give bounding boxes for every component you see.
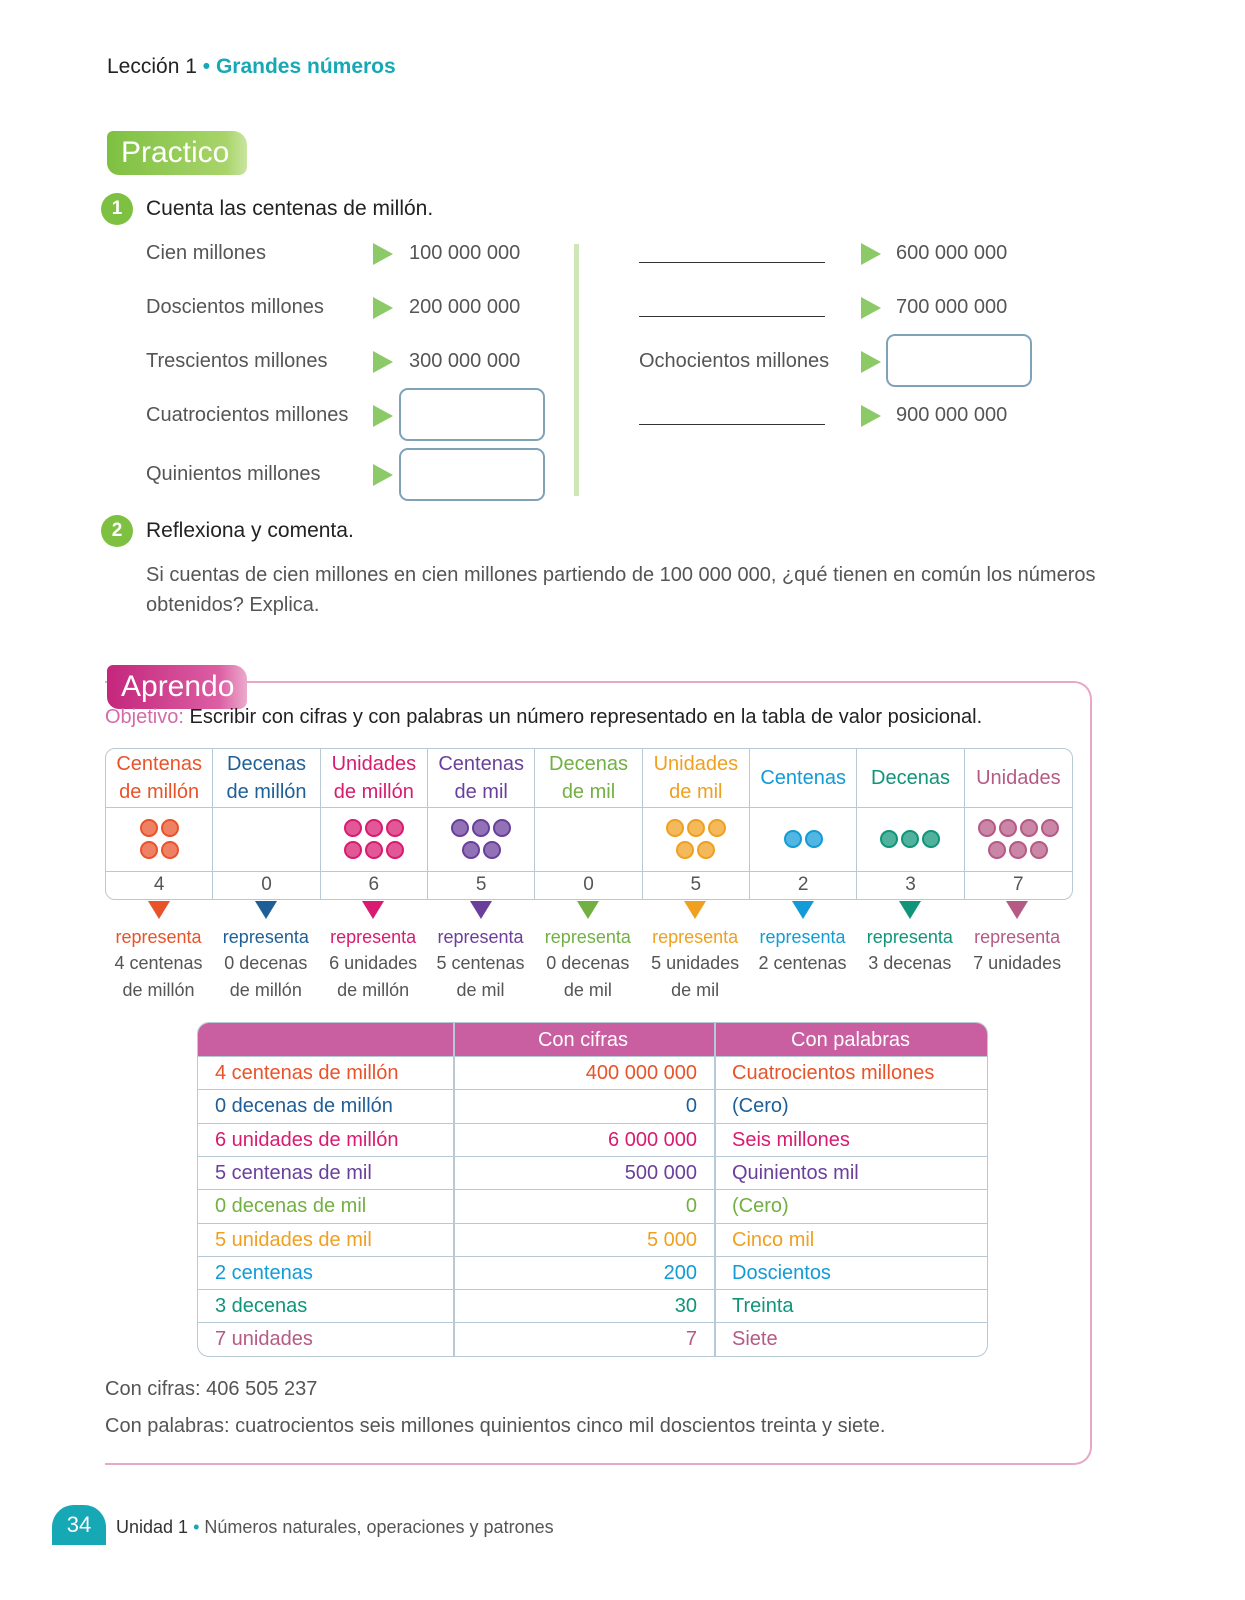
counter-dots [643, 807, 749, 872]
counter-dot-icon [140, 841, 158, 859]
place-description [427, 901, 534, 1004]
place-digit: 3 [905, 874, 916, 895]
right-word-3: Ochocientos millones [639, 350, 830, 372]
row-palabras: Treinta [732, 1295, 794, 1318]
table-row [198, 1089, 987, 1123]
row-cifras: 500 000 [624, 1161, 697, 1184]
row-cifras: 0 [685, 1195, 697, 1218]
row-cifras: 6 000 000 [608, 1128, 697, 1151]
answer-box-cuatrocientos[interactable] [399, 388, 545, 441]
footer-unit: Unidad 1 [116, 1517, 189, 1537]
down-arrow-icon [148, 901, 170, 919]
arrow-icon [861, 243, 881, 265]
representa-description: 3 decenas [868, 953, 952, 973]
counter-dot-icon [161, 819, 179, 837]
place-column [321, 749, 428, 899]
table-row [198, 1289, 987, 1323]
counter-dot-icon [901, 830, 919, 848]
left-word-3: Trescientos millones [146, 350, 328, 372]
counter-dot-icon [880, 830, 898, 848]
aprendo-label: Aprendo [107, 665, 247, 709]
counter-dot-icon [978, 819, 996, 837]
task-2-number: 2 [101, 515, 133, 547]
counter-dots [321, 807, 427, 872]
representa-label: representa [222, 927, 309, 947]
representa-description: 7 unidades [973, 953, 1062, 973]
row-cifras: 0 [685, 1095, 697, 1118]
row-label: 7 unidades [215, 1328, 313, 1351]
counter-dots [428, 807, 534, 872]
counter-dot-icon [140, 819, 158, 837]
con-cifras-line: Con cifras: 406 505 237 [105, 1378, 318, 1400]
place-column-header: Decenas de millón [213, 749, 319, 808]
lesson-number: Lección 1 [107, 55, 197, 78]
place-column-header: Decenas [857, 749, 963, 808]
place-column-header: Centenas de mil [428, 749, 534, 808]
row-palabras: (Cero) [732, 1195, 789, 1218]
page-number: 34 [52, 1505, 106, 1545]
left-word-1: Cien millones [146, 242, 267, 264]
place-description [320, 901, 427, 1004]
counter-dot-icon [666, 819, 684, 837]
blank-line-600[interactable] [639, 262, 825, 263]
counter-dot-icon [161, 841, 179, 859]
representa-description: 6 unidades de millón [329, 953, 418, 1000]
blank-line-700[interactable] [639, 316, 825, 317]
place-column [965, 749, 1072, 899]
counter-dot-icon [386, 819, 404, 837]
column-divider [574, 244, 579, 496]
place-description [105, 901, 212, 1004]
place-digit: 2 [797, 874, 809, 895]
conversion-table-header [198, 1023, 987, 1056]
table-divider [714, 1023, 716, 1356]
row-cifras: 400 000 000 [585, 1062, 697, 1084]
row-palabras: (Cero) [732, 1095, 789, 1118]
counter-dot-icon [493, 819, 511, 837]
place-description [212, 901, 319, 1004]
counter-dot-icon [472, 819, 490, 837]
representa-label: representa [544, 927, 631, 947]
counter-dot-icon [1030, 841, 1048, 859]
row-palabras: Doscientos [732, 1261, 831, 1284]
representa-label: representa [437, 927, 524, 947]
footer [116, 1517, 554, 1538]
counter-dot-icon [805, 830, 823, 848]
down-arrow-icon [577, 901, 599, 919]
down-arrow-icon [470, 901, 492, 919]
row-label: 0 decenas de mil [215, 1195, 367, 1218]
counter-dot-icon [676, 841, 694, 859]
task-1-text: Cuenta las centenas de millón. [146, 197, 434, 220]
row-cifras: 200 [663, 1261, 697, 1284]
footer-subtitle: Números naturales, operaciones y patrones [204, 1517, 554, 1537]
place-column [535, 749, 642, 899]
arrow-icon [861, 351, 881, 373]
table-row [198, 1322, 987, 1356]
left-word-4: Cuatrocientos millones [146, 404, 349, 426]
counter-dot-icon [708, 819, 726, 837]
blank-line-900[interactable] [639, 424, 825, 425]
arrow-icon [373, 297, 393, 319]
counter-dot-icon [922, 830, 940, 848]
lesson-bullet: • [202, 55, 211, 78]
counter-dots [965, 807, 1072, 872]
representa-description: 5 unidades de mil [651, 953, 740, 1000]
task-1-number: 1 [101, 193, 133, 225]
counter-dot-icon [999, 819, 1017, 837]
row-label: 3 decenas [215, 1295, 308, 1318]
place-digit: 4 [153, 874, 165, 895]
place-description [856, 901, 963, 977]
counter-dots [535, 807, 641, 872]
conversion-table [197, 1022, 988, 1357]
left-word-5: Quinientos millones [146, 463, 321, 485]
con-palabras-line: Con palabras: cuatrocientos seis millones quinientos cinco mil doscientos treinta y siete. [105, 1415, 886, 1437]
table-row [198, 1256, 987, 1290]
lesson-header [107, 55, 396, 79]
place-description [749, 901, 856, 977]
lesson-title: Grandes números [215, 55, 396, 78]
counter-dot-icon [687, 819, 705, 837]
representa-label: representa [330, 927, 417, 947]
table-row [198, 1056, 987, 1090]
header-con-cifras: Con cifras [537, 1029, 629, 1051]
place-digit: 7 [1013, 874, 1024, 895]
counter-dot-icon [988, 841, 1006, 859]
right-value-4: 900 000 000 [896, 404, 1008, 426]
counter-dot-icon [483, 841, 501, 859]
representa-label: representa [974, 927, 1061, 947]
counter-dot-icon [1041, 819, 1059, 837]
counter-dot-icon [1020, 819, 1038, 837]
counter-dots [857, 807, 963, 872]
counter-dots [750, 807, 856, 872]
place-digit: 5 [475, 874, 487, 895]
task-2-paragraph: Si cuentas de cien millones en cien millones partiendo de 100 000 000, ¿qué tienen en común los números obtenidos? Explica. [146, 564, 1096, 616]
table-row [198, 1189, 987, 1223]
row-palabras: Siete [732, 1328, 778, 1351]
table-row [198, 1223, 987, 1257]
arrow-icon [373, 464, 393, 486]
place-column-header: Unidades de mil [643, 749, 749, 808]
counter-dot-icon [1009, 841, 1027, 859]
down-arrow-icon [255, 901, 277, 919]
place-column [643, 749, 750, 899]
representa-label: representa [866, 927, 953, 947]
header-con-palabras: Con palabras [791, 1029, 910, 1051]
row-label: 2 centenas [215, 1261, 313, 1284]
arrow-icon [861, 405, 881, 427]
place-column [428, 749, 535, 899]
footer-bullet: • [193, 1517, 200, 1537]
representa-description: 2 centenas [758, 953, 847, 973]
objetivo-label: Objetivo: [105, 706, 184, 728]
table-divider [453, 1023, 455, 1356]
place-column-header: Centenas [750, 749, 856, 808]
row-label: 5 unidades de mil [215, 1228, 372, 1251]
left-word-2: Doscientos millones [146, 296, 324, 318]
arrow-icon [861, 297, 881, 319]
representa-label: representa [115, 927, 202, 947]
representa-description: 0 decenas de millón [224, 953, 308, 1000]
place-description [642, 901, 749, 1004]
counter-dot-icon [697, 841, 715, 859]
counter-dot-icon [365, 841, 383, 859]
practico-label: Practico [107, 131, 247, 175]
place-column [106, 749, 213, 899]
counter-dot-icon [344, 841, 362, 859]
representa-description: 4 centenas de millón [114, 953, 203, 1000]
counter-dot-icon [386, 841, 404, 859]
place-digit: 0 [261, 874, 272, 895]
place-value-table [105, 748, 1073, 900]
table-row [198, 1123, 987, 1157]
place-column-header: Unidades de millón [321, 749, 427, 808]
place-digit: 0 [583, 874, 594, 895]
counter-dot-icon [344, 819, 362, 837]
row-palabras: Seis millones [732, 1128, 850, 1151]
left-value-2: 200 000 000 [409, 296, 521, 318]
left-value-3: 300 000 000 [409, 350, 521, 372]
place-digit: 6 [368, 874, 380, 895]
down-arrow-icon [1006, 901, 1028, 919]
representa-label: representa [759, 927, 846, 947]
left-value-1: 100 000 000 [409, 242, 521, 264]
task-2-text: Reflexiona y comenta. [146, 519, 354, 542]
objetivo-text: Escribir con cifras y con palabras un número representado en la tabla de valor posicional. [183, 706, 983, 728]
place-digit: 5 [690, 874, 702, 895]
representa-description: 0 decenas de mil [546, 953, 630, 1000]
objetivo [105, 706, 982, 729]
down-arrow-icon [684, 901, 706, 919]
answer-box-ochocientos[interactable] [886, 334, 1032, 387]
row-label: 0 decenas de millón [215, 1095, 393, 1118]
place-column [213, 749, 320, 899]
place-column [857, 749, 964, 899]
representa-label: representa [652, 927, 739, 947]
counter-dot-icon [462, 841, 480, 859]
representa-description: 5 centenas de mil [436, 953, 525, 1000]
counter-dot-icon [784, 830, 802, 848]
row-cifras: 5 000 [646, 1228, 697, 1251]
row-label: 6 unidades de millón [215, 1128, 399, 1151]
row-label: 4 centenas de millón [215, 1062, 399, 1084]
place-description [964, 901, 1071, 977]
down-arrow-icon [792, 901, 814, 919]
right-value-2: 700 000 000 [896, 296, 1008, 318]
row-cifras: 30 [674, 1295, 697, 1318]
arrow-icon [373, 243, 393, 265]
table-row [198, 1156, 987, 1190]
down-arrow-icon [362, 901, 384, 919]
counter-dots [213, 807, 319, 872]
place-column-header: Centenas de millón [106, 749, 212, 808]
counter-dots [106, 807, 212, 872]
row-palabras: Quinientos mil [732, 1161, 859, 1184]
right-value-1: 600 000 000 [896, 242, 1008, 264]
counter-dot-icon [365, 819, 383, 837]
place-column-header: Decenas de mil [535, 749, 641, 808]
row-palabras: Cuatrocientos millones [732, 1062, 935, 1084]
place-column-header: Unidades [965, 749, 1072, 808]
row-cifras: 7 [685, 1328, 697, 1351]
place-column [750, 749, 857, 899]
down-arrow-icon [899, 901, 921, 919]
counter-dot-icon [451, 819, 469, 837]
arrow-icon [373, 351, 393, 373]
place-description [534, 901, 641, 1004]
row-palabras: Cinco mil [732, 1228, 815, 1251]
answer-box-quinientos[interactable] [399, 448, 545, 501]
row-label: 5 centenas de mil [215, 1161, 372, 1184]
arrow-icon [373, 405, 393, 427]
